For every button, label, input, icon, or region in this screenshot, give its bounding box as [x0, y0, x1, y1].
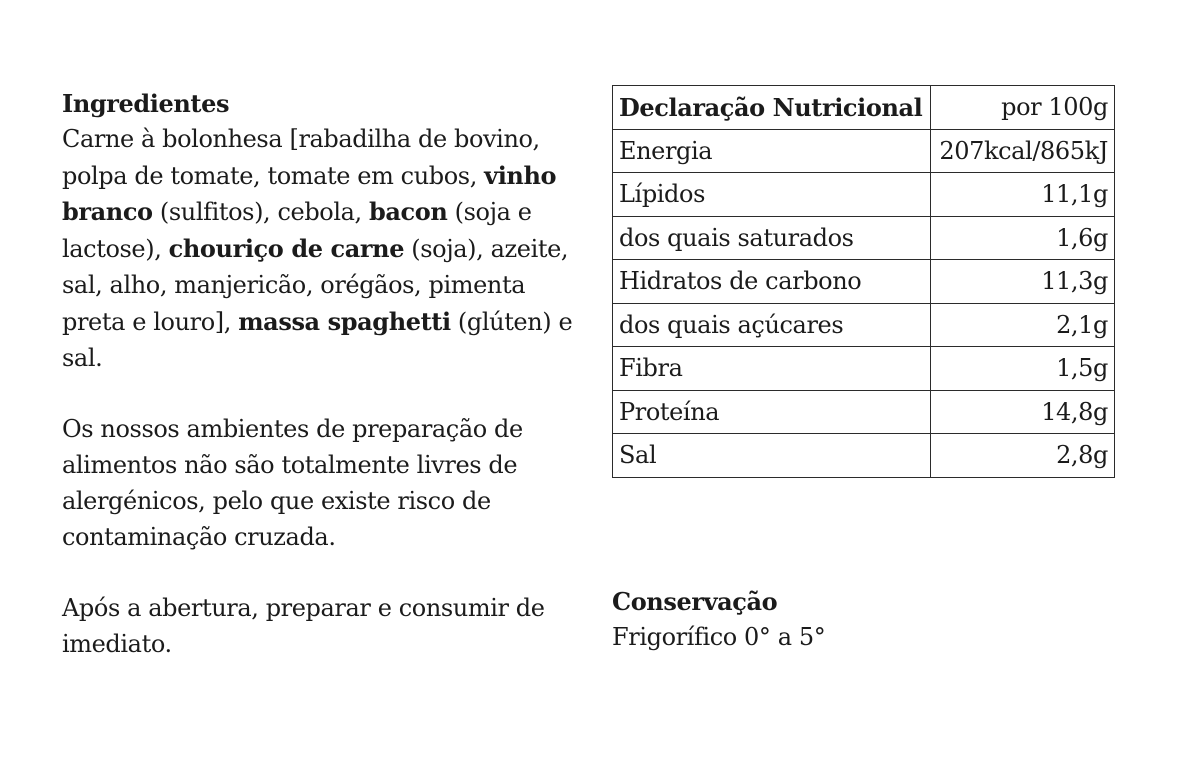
- nutrition-row-proteina: [613, 390, 1115, 434]
- nutrition-value: 14,8g: [931, 390, 1115, 434]
- nutrition-table: [612, 85, 1115, 478]
- nutrition-value: 207kcal/865kJ: [931, 129, 1115, 173]
- nutrition-row-saturados: [613, 216, 1115, 260]
- allergen-bacon: bacon: [369, 197, 448, 227]
- ingredients-segment: (soja), azeite, sal, alho, manjericão, orégãos, pimenta preta e louro],: [62, 235, 569, 336]
- ingredients-segment: (glúten) e sal.: [62, 307, 573, 372]
- nutrition-value: 1,6g: [931, 216, 1115, 260]
- allergen-massa-spaghetti: massa spaghetti: [238, 306, 451, 336]
- spacer: [62, 555, 582, 591]
- nutrition-row-acucares: [613, 303, 1115, 347]
- nutrition-unit-header: por 100g: [931, 86, 1115, 130]
- nutrition-label: Energia: [613, 129, 931, 173]
- ingredients-segment: (soja e lactose),: [62, 198, 532, 264]
- allergen-vinho-branco: vinho branco: [62, 160, 557, 227]
- nutrition-row-hidratos: [613, 260, 1115, 304]
- ingredients-section: [62, 86, 582, 663]
- nutrition-row-fibra: [613, 347, 1115, 391]
- nutrition-label: dos quais açúcares: [613, 303, 931, 347]
- allergen-notice: Os nossos ambientes de preparação de alimentos não são totalmente livres de alergénicos, pelo que existe risco de contaminação cruzada.: [62, 415, 523, 551]
- conservation-text: Frigorífico 0° a 5°: [612, 622, 826, 651]
- nutrition-label: Lípidos: [613, 173, 931, 217]
- nutrition-value: 1,5g: [931, 347, 1115, 391]
- nutrition-row-lipidos: [613, 173, 1115, 217]
- ingredients-segment: Carne à bolonhesa [rabadilha de bovino, polpa de tomate, tomate em cubos,: [62, 124, 540, 190]
- nutrition-value: 11,3g: [931, 260, 1115, 304]
- nutrition-label: Sal: [613, 434, 931, 478]
- allergen-chourico: chouriço de carne: [168, 234, 405, 264]
- spacer: [62, 376, 582, 412]
- conservation-section: [612, 584, 825, 656]
- nutrition-label: Fibra: [613, 347, 931, 391]
- ingredients-heading: Ingredientes: [62, 89, 230, 118]
- nutrition-value: 2,8g: [931, 434, 1115, 478]
- ingredients-text: [62, 122, 582, 377]
- opening-instructions: Após a abertura, preparar e consumir de imediato.: [62, 594, 545, 658]
- nutrition-value: 11,1g: [931, 173, 1115, 217]
- nutrition-label: dos quais saturados: [613, 216, 931, 260]
- ingredients-segment: (sulfitos), cebola,: [152, 198, 369, 227]
- nutrition-value: 2,1g: [931, 303, 1115, 347]
- nutrition-row-energia: [613, 129, 1115, 173]
- nutrition-row-sal: [613, 434, 1115, 478]
- nutrition-title: Declaração Nutricional: [613, 86, 931, 130]
- conservation-heading: Conservação: [612, 587, 778, 616]
- nutrition-label: Proteína: [613, 390, 931, 434]
- nutrition-header-row: [613, 86, 1115, 130]
- nutrition-label: Hidratos de carbono: [613, 260, 931, 304]
